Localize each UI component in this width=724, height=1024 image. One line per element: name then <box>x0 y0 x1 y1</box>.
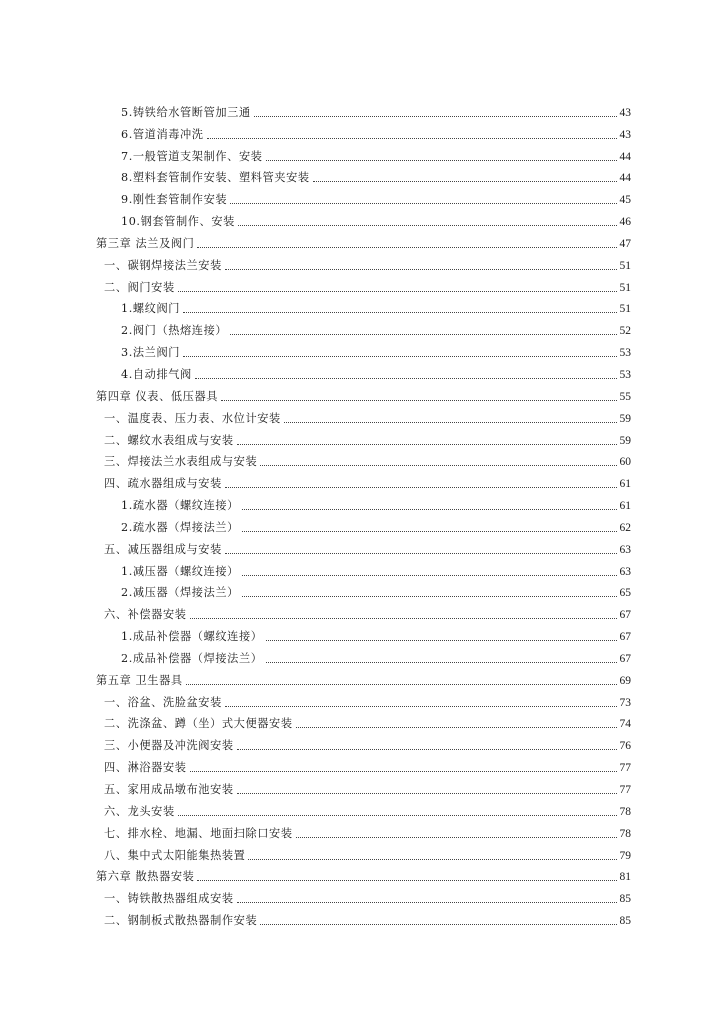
toc-entry-title: 第六章 散热器安装 <box>96 870 195 884</box>
toc-entry-title: 三、焊接法兰水表组成与安装 <box>104 455 258 469</box>
toc-entry-title: 一、温度表、压力表、水位计安装 <box>104 411 281 425</box>
toc-entry-title: 六、龙头安装 <box>104 804 175 818</box>
toc-page-number: 59 <box>619 412 631 425</box>
toc-page-number: 61 <box>619 500 631 513</box>
toc-entry-title: 五、减压器组成与安装 <box>104 542 222 556</box>
dot-leader <box>242 531 617 532</box>
dot-leader <box>284 422 617 423</box>
toc-entry-title: 9.刚性套管制作安装 <box>121 193 228 207</box>
dot-leader <box>237 793 617 794</box>
dot-leader <box>248 859 617 860</box>
toc-page-number: 78 <box>619 805 631 818</box>
toc-section-entry[interactable] <box>96 404 631 426</box>
dot-leader <box>195 378 617 379</box>
dot-leader <box>197 247 617 248</box>
toc-chapter-entry[interactable] <box>96 229 631 251</box>
dot-leader <box>225 553 617 554</box>
toc-page-number: 52 <box>619 325 631 338</box>
toc-entry-title: 8.塑料套管制作安装、塑料管夹安装 <box>121 171 310 185</box>
dot-leader <box>260 465 617 466</box>
toc-page-number: 76 <box>619 740 631 753</box>
toc-subsection-entry[interactable] <box>96 360 631 382</box>
dot-leader <box>178 291 617 292</box>
toc-section-entry[interactable] <box>96 469 631 491</box>
toc-entry-title: 五、家用成品墩布池安装 <box>104 783 234 796</box>
toc-subsection-entry[interactable] <box>96 142 631 164</box>
toc-entry-title: 2.疏水器（焊接法兰） <box>121 520 239 534</box>
toc-entry-title: 四、淋浴器安装 <box>104 761 187 775</box>
toc-entry-title: 2.阀门（热熔连接） <box>121 324 228 338</box>
toc-entry-title: 六、补偿器安装 <box>104 608 187 622</box>
toc-section-entry[interactable] <box>96 753 631 775</box>
toc-section-entry[interactable] <box>96 600 631 622</box>
dot-leader <box>296 727 617 728</box>
toc-page-number: 53 <box>619 368 631 381</box>
toc-entry-title: 1.疏水器（螺纹连接） <box>121 499 239 513</box>
dot-leader <box>230 203 617 204</box>
dot-leader <box>237 444 617 445</box>
toc-page-number: 85 <box>619 915 631 928</box>
toc-section-entry[interactable] <box>96 448 631 470</box>
toc-section-entry[interactable] <box>96 535 631 557</box>
dot-leader <box>242 575 617 576</box>
dot-leader <box>266 640 617 641</box>
toc-page-number: 67 <box>619 631 631 644</box>
toc-page-number: 77 <box>619 784 631 796</box>
toc-entry-title: 二、螺纹水表组成与安装 <box>104 433 234 447</box>
dot-leader <box>266 662 617 663</box>
toc-page-number: 53 <box>619 347 631 360</box>
toc-page-number: 67 <box>619 609 631 622</box>
toc-chapter-entry[interactable] <box>96 666 631 688</box>
toc-section-entry[interactable] <box>96 884 631 906</box>
toc-subsection-entry[interactable] <box>96 579 631 601</box>
toc-entry-title: 1.减压器（螺纹连接） <box>121 564 239 578</box>
toc-subsection-entry[interactable] <box>96 622 631 644</box>
toc-entry-title: 5.铸铁给水管断管加三通 <box>121 105 251 119</box>
toc-section-entry[interactable] <box>96 426 631 448</box>
toc-section-entry[interactable] <box>96 797 631 819</box>
toc-subsection-entry[interactable] <box>96 338 631 360</box>
toc-entry-title: 第五章 卫生器具 <box>96 673 183 687</box>
dot-leader <box>313 181 617 182</box>
toc-entry-title: 二、阀门安装 <box>104 280 175 294</box>
toc-entry-title: 七、排水栓、地漏、地面扫除口安装 <box>104 826 293 840</box>
dot-leader <box>237 902 617 903</box>
toc-subsection-entry[interactable] <box>96 491 631 513</box>
dot-leader <box>266 160 617 161</box>
toc-section-entry[interactable] <box>96 273 631 295</box>
toc-subsection-entry[interactable] <box>96 98 631 120</box>
dot-leader <box>254 116 617 117</box>
toc-page-number: 78 <box>619 827 631 840</box>
toc-section-entry[interactable] <box>96 841 631 863</box>
dot-leader <box>190 771 617 772</box>
toc-page-number: 55 <box>619 390 631 403</box>
toc-entry-title: 2.减压器（焊接法兰） <box>121 586 239 600</box>
toc-section-entry[interactable] <box>96 819 631 841</box>
toc-page-number: 46 <box>619 216 631 229</box>
toc-entry-title: 6.管道消毒冲洗 <box>121 127 204 141</box>
toc-entry-title: 3.法兰阀门 <box>121 346 181 360</box>
toc-page-number: 73 <box>619 696 631 709</box>
dot-leader <box>225 706 617 707</box>
toc-entry-title: 一、碳钢焊接法兰安装 <box>104 258 222 272</box>
toc-page-number: 47 <box>619 237 631 250</box>
dot-leader <box>260 924 617 925</box>
dot-leader <box>225 269 617 270</box>
toc-page-number: 67 <box>619 652 631 665</box>
dot-leader <box>238 225 617 226</box>
table-of-contents <box>96 98 631 928</box>
toc-subsection-entry[interactable] <box>96 164 631 186</box>
toc-page-number: 44 <box>619 150 631 163</box>
dot-leader <box>237 749 617 750</box>
toc-subsection-entry[interactable] <box>96 185 631 207</box>
toc-entry-title: 2.成品补偿器（焊接法兰） <box>121 651 263 665</box>
toc-entry-title: 7.一般管道支架制作、安装 <box>121 149 263 163</box>
toc-section-entry[interactable] <box>96 775 631 797</box>
toc-subsection-entry[interactable] <box>96 644 631 666</box>
toc-page-number: 62 <box>619 521 631 534</box>
toc-entry-title: 1.成品补偿器（螺纹连接） <box>121 630 263 644</box>
dot-leader <box>296 837 617 838</box>
toc-entry-title: 四、疏水器组成与安装 <box>104 477 222 491</box>
toc-section-entry[interactable] <box>96 731 631 753</box>
toc-page-number: 81 <box>619 871 631 884</box>
dot-leader <box>190 618 617 619</box>
toc-subsection-entry[interactable] <box>96 316 631 338</box>
toc-entry-title: 第四章 仪表、低压器具 <box>96 389 219 403</box>
toc-page-number: 44 <box>619 172 631 185</box>
toc-page-number: 45 <box>619 194 631 207</box>
toc-entry-title: 一、铸铁散热器组成安装 <box>104 892 234 906</box>
toc-page-number: 69 <box>619 674 631 687</box>
toc-page-number: 43 <box>619 128 631 141</box>
toc-entry-title: 八、集中式太阳能集热装置 <box>104 848 246 862</box>
dot-leader <box>242 509 617 510</box>
dot-leader <box>225 487 617 488</box>
toc-subsection-entry[interactable] <box>96 207 631 229</box>
dot-leader <box>197 880 617 881</box>
toc-entry-title: 三、小便器及冲洗阀安装 <box>104 739 234 753</box>
toc-entry-title: 一、浴盆、洗脸盆安装 <box>104 695 222 709</box>
toc-section-entry[interactable] <box>96 710 631 732</box>
toc-entry-title: 二、洗涤盆、蹲（坐）式大便器安装 <box>104 717 293 731</box>
toc-page-number: 51 <box>619 303 631 316</box>
toc-page-number: 77 <box>619 762 631 775</box>
toc-entry-title: 第三章 法兰及阀门 <box>96 236 195 250</box>
toc-page-number: 51 <box>619 259 631 272</box>
dot-leader <box>207 138 617 139</box>
toc-subsection-entry[interactable] <box>96 295 631 317</box>
toc-page-number: 63 <box>619 543 631 556</box>
toc-page-number: 59 <box>619 434 631 447</box>
dot-leader <box>183 312 617 313</box>
dot-leader <box>186 684 617 685</box>
dot-leader <box>242 596 617 597</box>
toc-page-number: 74 <box>619 718 631 731</box>
toc-page-number: 61 <box>619 478 631 491</box>
toc-entry-title: 4.自动排气阀 <box>121 367 192 381</box>
toc-page-number: 43 <box>619 106 631 119</box>
toc-entry-title: 10.钢套管制作、安装 <box>121 215 235 229</box>
toc-chapter-entry[interactable] <box>96 382 631 404</box>
dot-leader <box>221 400 617 401</box>
toc-page-number: 85 <box>619 893 631 906</box>
toc-subsection-entry[interactable] <box>96 120 631 142</box>
toc-entry-title: 二、钢制板式散热器制作安装 <box>104 914 258 928</box>
toc-section-entry[interactable] <box>96 251 631 273</box>
toc-chapter-entry[interactable] <box>96 863 631 885</box>
toc-page-number: 79 <box>619 849 631 862</box>
toc-page-number: 65 <box>619 587 631 600</box>
toc-section-entry[interactable] <box>96 906 631 928</box>
dot-leader <box>230 334 617 335</box>
toc-page-number: 63 <box>619 565 631 578</box>
toc-section-entry[interactable] <box>96 688 631 710</box>
toc-entry-title: 1.螺纹阀门 <box>121 302 181 316</box>
toc-subsection-entry[interactable] <box>96 557 631 579</box>
toc-page-number: 51 <box>619 281 631 294</box>
dot-leader <box>178 815 617 816</box>
dot-leader <box>183 356 617 357</box>
toc-subsection-entry[interactable] <box>96 513 631 535</box>
toc-page-number: 60 <box>619 456 631 469</box>
